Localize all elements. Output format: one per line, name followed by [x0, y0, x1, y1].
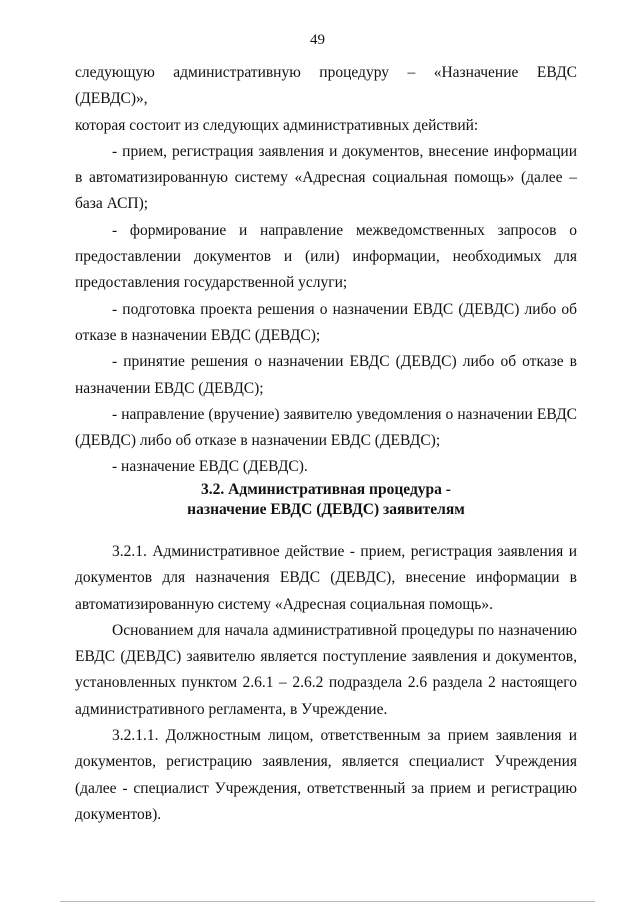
action-item: - назначение ЕВДС (ДЕВДС). [112, 458, 308, 476]
action-item: - прием, регистрация заявления и документов, внесение информации в автоматизированную систему «Адресная социальная помощь» (далее – база АСП); [75, 142, 577, 213]
action-item: - формирование и направление межведомственных запросов о предоставлении документов и (или) информации, необходимых для предоставления государственной услуги; [75, 221, 577, 292]
intro-line: следующую административную процедуру – «Назначение ЕВДС (ДЕВДС)», [75, 64, 577, 108]
action-item: - направление (вручение) заявителю уведомления о назначении ЕВДС (ДЕВДС) либо об отказе в назначении ЕВДС (ДЕВДС); [75, 405, 577, 450]
section-body [75, 539, 577, 828]
section-paragraph: 3.2.1.1. Должностным лицом, ответственным за прием заявления и документов, регистрацию заявления, является специалист Учреждения (далее - специалист Учреждения, ответственный за прием и регистрацию документов). [75, 727, 577, 823]
section-heading-line: назначение ЕВДС (ДЕВДС) заявителям [187, 501, 465, 518]
action-item: - подготовка проекта решения о назначении ЕВДС (ДЕВДС) либо об отказе в назначении ЕВДС (ДЕВДС); [75, 300, 577, 344]
action-item: - принятие решения о назначении ЕВДС (ДЕВДС) либо об отказе в назначении ЕВДС (ДЕВДС); [75, 353, 577, 397]
section-heading-line: 3.2. Административная процедура - [201, 481, 451, 498]
section-heading [75, 480, 577, 520]
intro-line: которая состоит из следующих административных действий: [75, 116, 479, 134]
page-number: 49 [310, 32, 325, 48]
intro-block [75, 60, 577, 481]
section-paragraph: 3.2.1. Административное действие - прием, регистрация заявления и документов для назначения ЕВДС (ДЕВДС), внесение информации в автоматизированную систему «Адресная социальная помощь». [75, 543, 577, 613]
section-paragraph: Основанием для начала административной процедуры по назначению ЕВДС (ДЕВДС) заявителю является поступление заявления и документов, установленных пунктом 2.6.1 – 2.6.2 подраздела 2.6 раздела 2 настоящего административного регламента, в Учреждение. [75, 621, 577, 718]
scan-edge-line [60, 901, 595, 902]
